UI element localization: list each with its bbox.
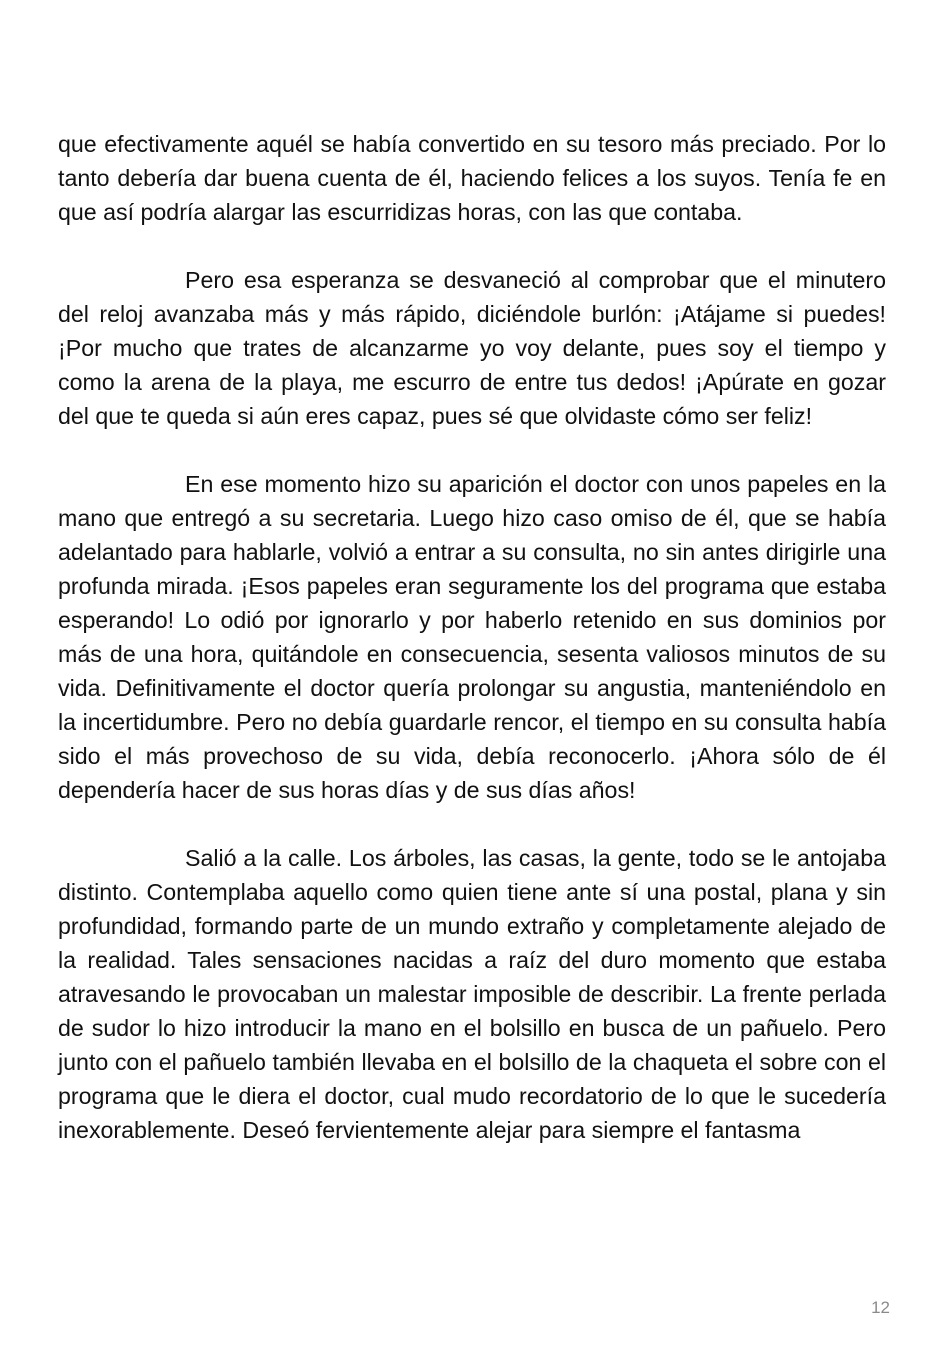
paragraph-spacer xyxy=(58,807,886,841)
page-number: 12 xyxy=(871,1298,890,1317)
paragraph-continuation: que efectivamente aquél se había convertido en su tesoro más preciado. Por lo tanto debería dar buena cuenta de él, haciendo felices a los suyos. Tenía fe en que así podría alargar las escurridizas horas, con las que contaba. xyxy=(58,131,886,225)
paragraph-street: Salió a la calle. Los árboles, las casas, la gente, todo se le antojaba distinto. Contemplaba aquello como quien tiene ante sí una postal, plana y sin profundidad, formando parte de un mundo extraño y completamente alejado de la realidad. Tales sensaciones nacidas a raíz del duro momento que estaba atravesando le provocaban un malestar imposible de describir. La frente perlada de sudor lo hizo introducir la mano en el bolsillo en busca de un pañuelo. Pero junto con el pañuelo también llevaba en el bolsillo de la chaqueta el sobre con el programa que le diera el doctor, cual mudo recordatorio de lo que le sucedería inexorablemente. Deseó fervientemente alejar para siempre el fantasma xyxy=(58,845,886,1143)
paragraph-spacer xyxy=(58,229,886,263)
paragraph-doctor: En ese momento hizo su aparición el doctor con unos papeles en la mano que entregó a su secretaria. Luego hizo caso omiso de él, que se había adelantado para hablarle, volvió a entrar a su consulta, no sin antes dirigirle una profunda mirada. ¡Esos papeles eran seguramente los del programa que estaba esperando! Lo odió por ignorarlo y por haberlo retenido en sus dominios por más de una hora, quitándole en consecuencia, sesenta valiosos minutos de su vida. Definitivamente el doctor quería prolongar su angustia, manteniéndolo en la incertidumbre. Pero no debía guardarle rencor, el tiempo en su consulta había sido el más provechoso de su vida, debía reconocerlo. ¡Ahora sólo de él dependería hacer de sus horas días y de sus días años! xyxy=(58,471,886,803)
paragraph-spacer xyxy=(58,433,886,467)
page-body xyxy=(58,127,886,1147)
paragraph-hope: Pero esa esperanza se desvaneció al comprobar que el minutero del reloj avanzaba más y más rápido, diciéndole burlón: ¡Atájame si puedes! ¡Por mucho que trates de alcanzarme yo voy delante, pues soy el tiempo y como la arena de la playa, me escurro de entre tus dedos! ¡Apúrate en gozar del que te queda si aún eres capaz, pues sé que olvidaste cómo ser feliz! xyxy=(58,267,886,429)
